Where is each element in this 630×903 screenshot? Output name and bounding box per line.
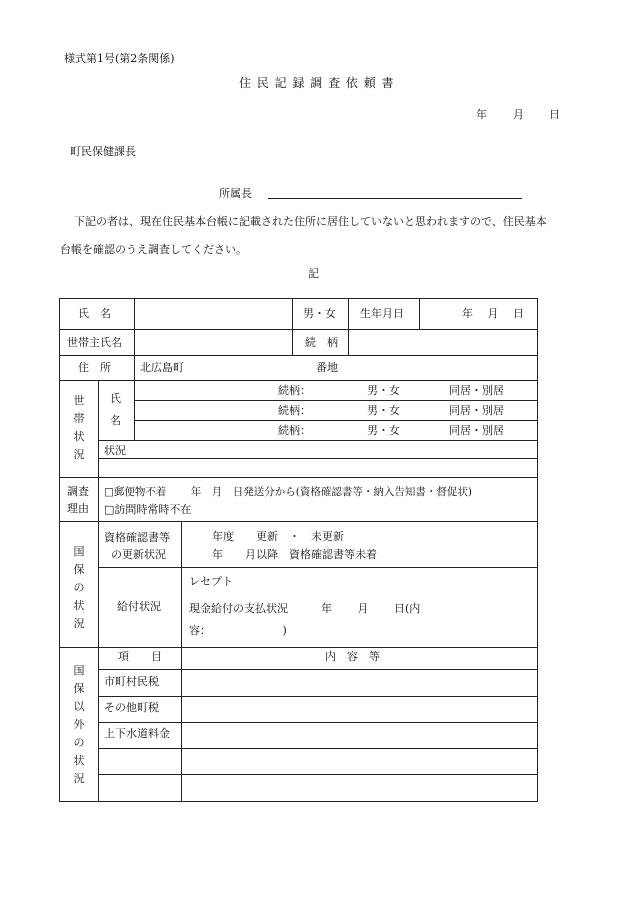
relation-label: 続 柄 [305,336,338,349]
address-label: 住 所 [78,361,111,374]
reason-mail-undelivered[interactable]: □郵便物不着 年 月 日発送分から(資格確認書等・納入告知書・督促状) [104,486,472,498]
reason-label-1: 調査 [67,485,89,498]
addressee: 町民保健課長 [70,145,136,158]
ki-heading: 記 [308,267,319,280]
household-status-label: 世 帯 状 況 [73,394,85,461]
address-banchi: 番地 [316,361,338,374]
renewal-line-1[interactable]: 年度 更新 ・ 未更新 [212,530,344,543]
gender-select[interactable]: 男・女 [303,307,336,320]
affiliation-signature-line [268,198,522,199]
head-name-field[interactable] [136,331,290,353]
date-day: 日 [549,108,560,121]
birth-value[interactable]: 年 月 日 [462,307,524,320]
request-body-line-1: 下記の者は、現在住民基本台帳に記載された住所に居住していないと思われますので、住民基本 [74,215,547,228]
member-cohabit[interactable]: 同居・別居 [449,404,504,417]
cash-benefit-line-1[interactable]: 現金給付の支払状況 年 月 日(内 [189,602,421,615]
item-label: その他町税 [104,701,159,714]
member-gender[interactable]: 男・女 [367,384,400,397]
member-gender[interactable]: 男・女 [367,404,400,417]
name-label: 氏 名 [78,307,111,320]
form-number: 様式第1号(第2条関係) [64,52,175,65]
member-cohabit[interactable]: 同居・別居 [449,424,504,437]
kokuho-status-label: 国 保 の 状 況 [73,545,85,630]
address-town: 北広島町 [140,361,184,374]
item-header: 項 目 [118,650,162,663]
item-label: 上下水道料金 [104,727,170,740]
request-body-line-2: 台帳を確認のうえ調査してください。 [60,243,247,256]
other-status-label: 国 保 以 外 の 状 況 [73,664,85,785]
renewal-label-2: の更新状況 [111,548,166,561]
member-name-char-1: 氏 [110,392,121,405]
reason-label-2: 理由 [67,502,89,515]
member-relation[interactable]: 続柄： [278,404,311,417]
page-title: 住 民 記 録 調 査 依 頼 書 [239,76,395,90]
relation-field[interactable] [350,331,536,353]
member-relation[interactable]: 続柄： [278,424,311,437]
member-gender[interactable]: 男・女 [367,424,400,437]
member-name-char-2: 名 [110,414,121,427]
name-field[interactable] [136,301,290,327]
birth-label: 生年月日 [360,307,404,320]
renewal-label-1: 資格確認書等 [104,531,170,544]
member-relation[interactable]: 続柄： [278,384,311,397]
head-label: 世帯主氏名 [67,336,122,349]
member-cohabit[interactable]: 同居・別居 [449,384,504,397]
date-year: 年 [476,108,487,121]
status-label: 状況 [104,444,126,457]
renewal-line-2[interactable]: 年 月以降 資格確認書等未着 [212,548,377,561]
cash-benefit-line-2[interactable]: 容： ) [189,624,287,637]
item-label: 市町村民税 [104,675,159,688]
content-header: 内 容 等 [325,650,380,663]
receipt-label: レセプト [189,575,233,588]
benefit-label: 給付状況 [117,600,161,613]
date-month: 月 [513,108,524,121]
affiliation-label: 所属長 [219,187,252,200]
reason-absent-on-visit[interactable]: □訪問時常時不在 [104,503,192,516]
